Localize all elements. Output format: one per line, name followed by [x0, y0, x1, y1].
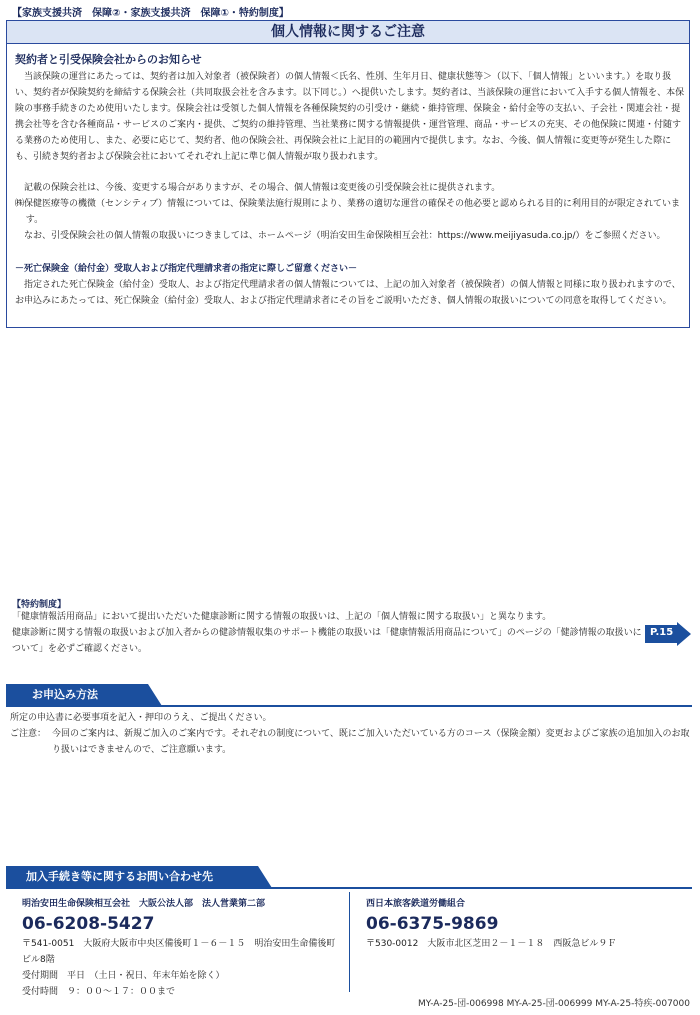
- notice-paragraph-2: 記載の保険会社は、今後、変更する場合がありますが、その場合、個人情報は変更後の引受保険会社に提供されます。: [24, 183, 501, 193]
- privacy-notice-title: 個人情報に関するご注意: [7, 21, 689, 44]
- beneficiary-heading: －死亡保険金（給付金）受取人および指定代理請求者の指定に際しご留意ください－: [15, 264, 358, 274]
- tokutei-line-2: 健康診断に関する情報の取扱いおよび加入者からの健診情報収集のサポート機能の取扱いは「健康情報活用商品について」のページの「健診情報の取扱いについて」を必ずご確認ください。: [12, 628, 642, 654]
- privacy-notice-box: [6, 20, 690, 328]
- page-ref-label: P.15: [650, 627, 674, 638]
- contact-left: [22, 896, 338, 1000]
- contact-left-org: 明治安田生命保険相互会社 大阪公法人部 法人営業第二部: [22, 899, 266, 909]
- notice-paragraph-5: 指定された死亡保険金（給付金）受取人、および指定代理請求者の個人情報については、上記の加入対象者（被保険者）の個人情報と同様に取り扱われますので、お申込みにあたっては、死亡保険金（給付金）受取人、および指定代理請求者にその旨をご説明いただき、個人情報の取扱いについての同意を取得してください。: [15, 280, 681, 306]
- contact-left-address: 〒541-0051 大阪府大阪市中央区備後町１－６－１５ 明治安田生命備後町ビル8階: [22, 939, 336, 965]
- page-ref-arrow[interactable]: [645, 622, 691, 646]
- contact-right-phone[interactable]: 06-6375-9869: [366, 914, 499, 934]
- apply-title-underline: [6, 705, 692, 707]
- apply-line-1: 所定の申込書に必要事項を記入・押印のうえ、ご提出ください。: [10, 713, 272, 723]
- header-tag: 【家族支援共済 保障②・家族支援共済 保障①・特約制度】: [12, 8, 289, 19]
- contact-title-underline: [6, 887, 692, 889]
- tokutei-tag: 【特約制度】: [12, 600, 67, 610]
- notice-paragraph-4: なお、引受保険会社の個人情報の取扱いにつきましては、ホームページ（明治安田生命保険相互会社：https://www.meijiyasuda.co.jp/）をご参照ください。: [24, 231, 666, 241]
- contact-divider: [349, 892, 350, 992]
- contact-right-org: 西日本旅客鉄道労働組合: [366, 899, 466, 909]
- contact-title: 加入手続き等に関するお問い合わせ先: [26, 870, 213, 883]
- notice-paragraph-1: 当該保険の運営にあたっては、契約者は加入対象者（被保険者）の個人情報＜氏名、性別、生年月日、健康状態等＞（以下、「個人情報」といいます。）を取り扱い、契約者が保険契約を締結する保険会社（共同取扱会社を含みます。以下同じ。）へ提供いたします。契約者は、当該保険の運営において入手する個人情報を、本保険の事務手続きのため使用いたします。保険会社は受領した個人情報を各種保険契約の引受け・継続・維持管理、保険金・給付金等の支払い、子会社・関連会社・提携会社等を含む各種商品・サービスのご案内・提供、ご契約の維持管理、当社業務に関する情報提供・運営管理、商品・サービスの充実、その他保険に関連・付随する業務のため使用し、また、必要に応じて、契約者、他の保険会社、再保険会社に上記目的の範囲内で提供します。なお、今後、個人情報に変更等が発生した際にも、引続き契約者および保険会社においてそれぞれ上記に準じ個人情報が取り扱われます。: [15, 72, 685, 162]
- contact-left-hours-days: 受付期間 平日 （土日・祝日、年末年始を除く）: [22, 971, 225, 981]
- contact-left-phone[interactable]: 06-6208-5427: [22, 914, 155, 934]
- notice-subheading: 契約者と引受保険会社からのお知らせ: [15, 53, 202, 66]
- contact-right-address: 〒530-0012 大阪市北区芝田２－１－１８ 西阪急ビル９Ｆ: [366, 939, 617, 949]
- contact-right: [366, 896, 686, 952]
- contact-left-hours-time: 受付時間 ９：００～１７：００まで: [22, 987, 176, 997]
- apply-note: 今回のご案内は、新規ご加入のご案内です。それぞれの制度について、既にご加入いただいている方のコース（保険金額）変更およびご家族の追加加入のお取り扱いはできませんので、ご注意願います。: [52, 729, 690, 755]
- notice-paragraph-3: ㈱保健医療等の機微（センシティブ）情報については、保険業法施行規則により、業務の適切な運営の確保その他必要と認められる目的に利用目的が限定されています。: [15, 199, 680, 225]
- tokutei-line-1: 「健康情報活用商品」において提出いただいた健康診断に関する情報の取扱いは、上記の「個人情報に関する取扱い」と異なります。: [12, 612, 552, 622]
- tokutei-text: [12, 609, 642, 657]
- footer-codes: MY-A-25-団-006998 MY-A-25-団-006999 MY-A-25-特疾-007000: [418, 999, 690, 1009]
- apply-note-label: ご注意：: [10, 729, 47, 739]
- apply-title: お申込み方法: [32, 688, 98, 701]
